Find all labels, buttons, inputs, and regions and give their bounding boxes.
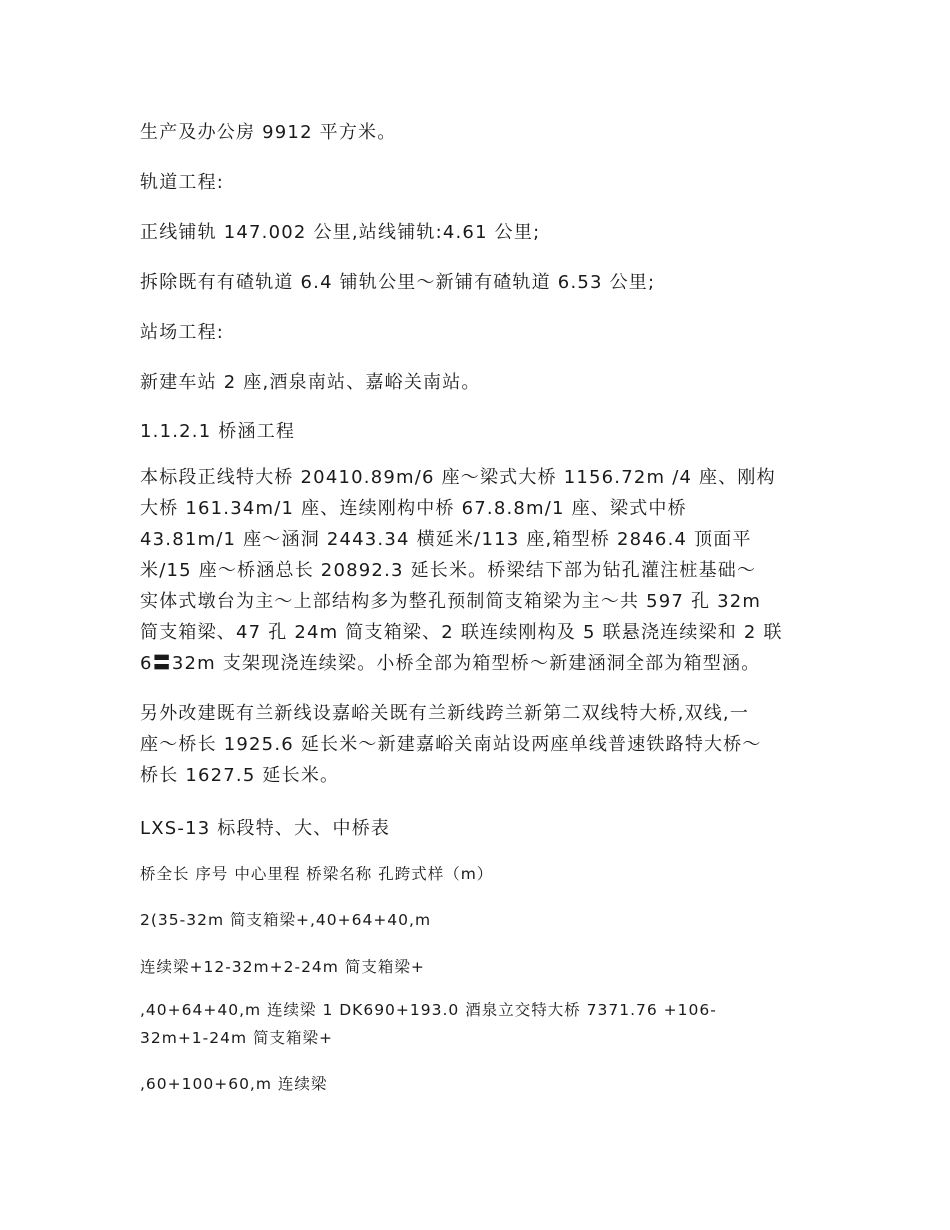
table-row-line: 32m+1-24m 简支箱梁+	[140, 1029, 334, 1047]
bridge-summary-line: 43.81m/1 座～涵洞 2443.34 横延米/113 座,箱型桥 2846.4 顶面平	[140, 529, 752, 550]
bridge-summary-line: 简支箱梁、47 孔 24m 简支箱梁、2 联连续刚构及 5 联悬浇连续梁和 2 联	[140, 622, 783, 643]
table-row: ,60+100+60,m 连续梁	[140, 1075, 328, 1093]
paragraph-office-area: 生产及办公房 9912 平方米。	[140, 122, 397, 143]
bridge-summary-line: 大桥 161.34m/1 座、连续刚构中桥 67.8.8m/1 座、梁式中桥	[140, 498, 687, 519]
heading-station-works: 站场工程:	[140, 322, 225, 343]
paragraph-track-laying: 正线铺轨 147.002 公里,站线铺轨:4.61 公里;	[140, 222, 541, 243]
paragraph-track-demolition: 拆除既有有碴轨道 6.4 铺轨公里～新铺有碴轨道 6.53 公里;	[140, 272, 656, 293]
paragraph-bridge-summary	[140, 462, 820, 679]
heading-track-works: 轨道工程:	[140, 172, 225, 193]
rebuild-line: 另外改建既有兰新线设嘉峪关既有兰新线跨兰新第二双线特大桥,双线,一	[140, 703, 750, 724]
rebuild-line: 座～桥长 1925.6 延长米～新建嘉峪关南站设两座单线普速铁路特大桥～	[140, 734, 762, 755]
section-heading-bridges-culverts: 1.1.2.1 桥涵工程	[140, 421, 296, 442]
table-header: 桥全长 序号 中心里程 桥梁名称 孔跨式样（m）	[140, 865, 494, 883]
table-row	[140, 996, 820, 1052]
bridge-summary-line: 6〓32m 支架现浇连续梁。小桥全部为箱型桥～新建涵洞全部为箱型涵。	[140, 653, 761, 674]
paragraph-new-stations: 新建车站 2 座,酒泉南站、嘉峪关南站。	[140, 372, 481, 393]
table-row: 连续梁+12-32m+2-24m 简支箱梁+	[140, 958, 425, 976]
table-row-line: ,40+64+40,m 连续梁 1 DK690+193.0 酒泉立交特大桥 7371.76 +106-	[140, 1001, 717, 1019]
bridge-summary-line: 本标段正线特大桥 20410.89m/6 座～梁式大桥 1156.72m /4 座、刚构	[140, 467, 776, 488]
table-row: 2(35-32m 简支箱梁+,40+64+40,m	[140, 911, 432, 929]
rebuild-line: 桥长 1627.5 延长米。	[140, 765, 340, 786]
paragraph-rebuild-bridge	[140, 698, 820, 791]
table-title: LXS-13 标段特、大、中桥表	[140, 818, 391, 839]
bridge-summary-line: 米/15 座～桥涵总长 20892.3 延长米。桥梁结下部为钻孔灌注桩基础～	[140, 560, 757, 581]
bridge-summary-line: 实体式墩台为主～上部结构多为整孔预制简支箱梁为主～共 597 孔 32m	[140, 591, 762, 612]
